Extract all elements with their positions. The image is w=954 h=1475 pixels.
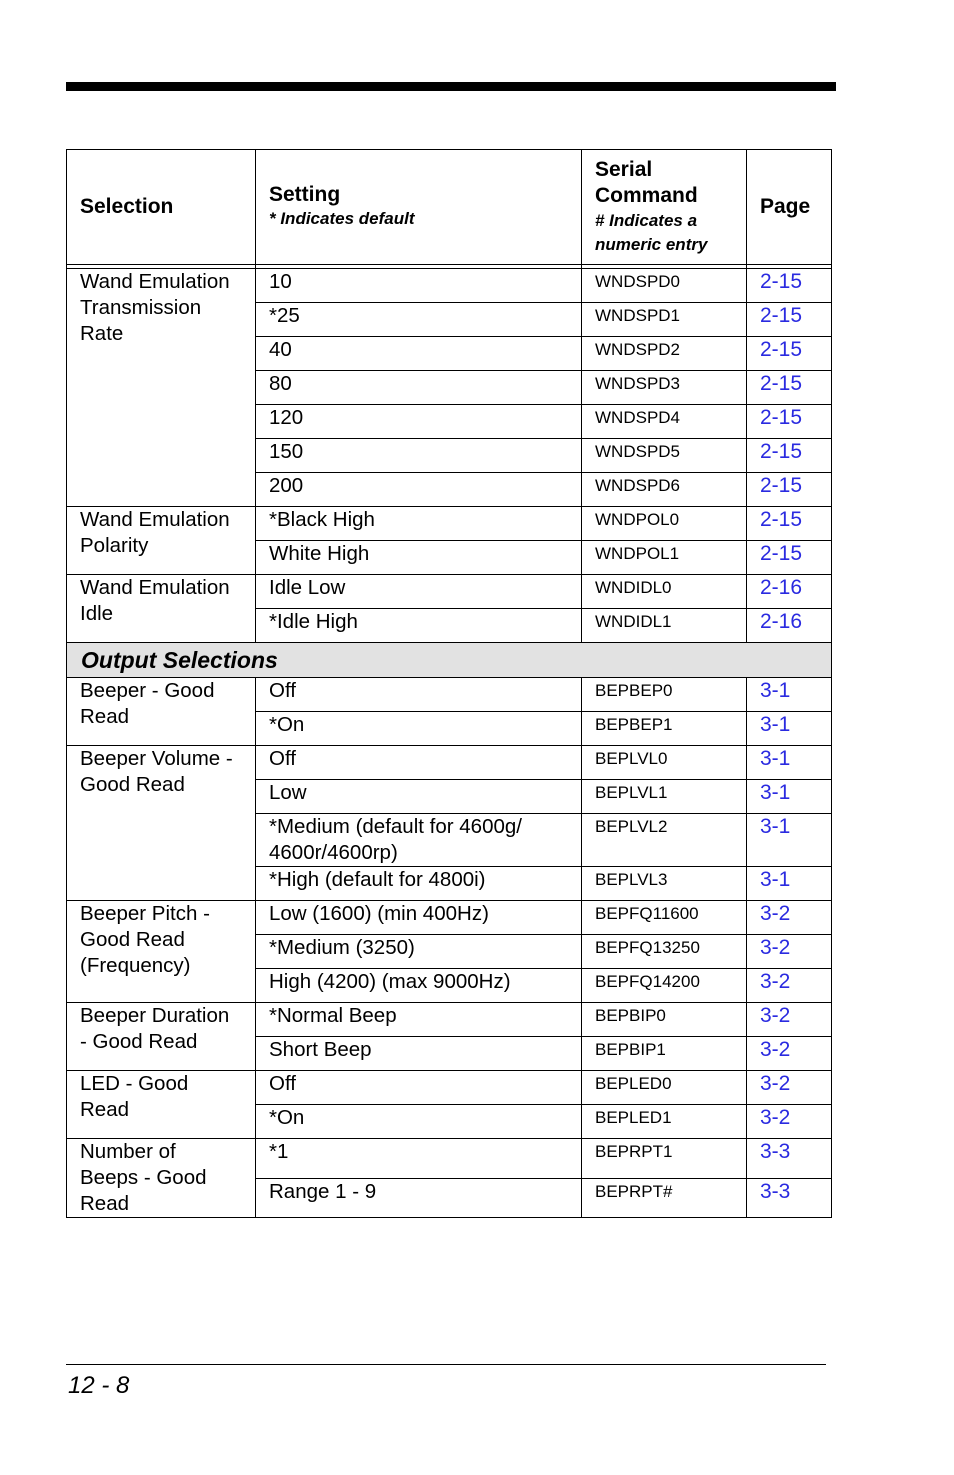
setting-cell: *High (default for 4800i) <box>256 867 582 901</box>
section-row <box>67 643 832 678</box>
serial-command-cell: BEPBEP1 <box>582 712 747 746</box>
setting-cell: Low (1600) (min 400Hz) <box>256 901 582 935</box>
selection-line: Idle <box>80 602 114 625</box>
setting-cell: Range 1 - 9 <box>256 1178 582 1218</box>
selection-line: Wand Emulation <box>80 508 230 531</box>
selection-line: Good Read <box>80 928 185 951</box>
setting-cell: 10 <box>256 269 582 303</box>
selection-line: Beeper Volume - <box>80 747 233 770</box>
selection-line: Rate <box>80 322 124 345</box>
selection-line: Read <box>80 1192 130 1215</box>
serial-command-cell: WNDIDL1 <box>582 609 747 643</box>
table-row <box>67 1071 832 1105</box>
top-rule <box>66 82 836 91</box>
selection-cell <box>67 1003 256 1071</box>
section-title: Output Selections <box>67 643 832 678</box>
selection-line: - Good Read <box>80 1030 198 1053</box>
serial-command-cell: BEPBIP1 <box>582 1037 747 1071</box>
page-link[interactable]: 3-2 <box>747 1003 832 1037</box>
selection-cell <box>67 1139 256 1218</box>
selection-line: Wand Emulation <box>80 270 230 293</box>
header-selection: Selection <box>67 150 256 265</box>
setting-cell: *Black High <box>256 507 582 541</box>
serial-command-cell: BEPLVL2 <box>582 814 747 867</box>
header-setting-note: * Indicates default <box>269 209 415 228</box>
page-link[interactable]: 3-3 <box>747 1139 832 1179</box>
page-link[interactable]: 3-2 <box>747 1071 832 1105</box>
selection-cell <box>67 1071 256 1139</box>
selection-line: Transmission <box>80 296 202 319</box>
table-row <box>67 746 832 780</box>
serial-command-cell: WNDPOL1 <box>582 541 747 575</box>
selection-line: Wand Emulation <box>80 576 230 599</box>
page-link[interactable]: 3-2 <box>747 1105 832 1139</box>
table-row <box>67 901 832 935</box>
selection-cell <box>67 746 256 901</box>
table-row <box>67 575 832 609</box>
selection-cell <box>67 575 256 643</box>
header-serial-note: # Indicates a numeric entry <box>595 211 708 254</box>
selection-line: Read <box>80 705 130 728</box>
page-link[interactable]: 3-2 <box>747 901 832 935</box>
serial-command-cell: BEPLED0 <box>582 1071 747 1105</box>
table-row <box>67 1003 832 1037</box>
serial-command-cell: BEPBIP0 <box>582 1003 747 1037</box>
setting-cell: *Medium (default for 4600g/ 4600r/4600rp) <box>256 814 582 867</box>
page-link[interactable]: 2-16 <box>747 609 832 643</box>
serial-command-cell: WNDSPD3 <box>582 371 747 405</box>
setting-cell: *Medium (3250) <box>256 935 582 969</box>
selection-line: Beeper Pitch - <box>80 902 210 925</box>
setting-cell: 120 <box>256 405 582 439</box>
setting-cell: Short Beep <box>256 1037 582 1071</box>
setting-cell: High (4200) (max 9000Hz) <box>256 969 582 1003</box>
selection-cell <box>67 678 256 746</box>
footer-rule <box>66 1364 826 1365</box>
setting-cell: Off <box>256 1071 582 1105</box>
setting-cell: 150 <box>256 439 582 473</box>
page-number: 12 - 8 <box>68 1372 130 1399</box>
serial-command-cell: WNDSPD6 <box>582 473 747 507</box>
serial-command-cell: BEPBEP0 <box>582 678 747 712</box>
selection-cell <box>67 507 256 575</box>
page-link[interactable]: 2-15 <box>747 473 832 507</box>
setting-cell: *Idle High <box>256 609 582 643</box>
page-link[interactable]: 3-1 <box>747 746 832 780</box>
serial-command-cell: WNDSPD2 <box>582 337 747 371</box>
page-link[interactable]: 2-15 <box>747 439 832 473</box>
setting-cell: *On <box>256 1105 582 1139</box>
setting-cell: Off <box>256 746 582 780</box>
page-link[interactable]: 3-1 <box>747 712 832 746</box>
selection-line: (Frequency) <box>80 954 191 977</box>
page-link[interactable]: 2-15 <box>747 371 832 405</box>
setting-cell: *25 <box>256 303 582 337</box>
serial-command-cell: WNDPOL0 <box>582 507 747 541</box>
header-page: Page <box>747 150 832 265</box>
header-row <box>67 150 832 265</box>
page-link[interactable]: 2-16 <box>747 575 832 609</box>
serial-command-cell: BEPFQ14200 <box>582 969 747 1003</box>
selection-line: LED - Good <box>80 1072 189 1095</box>
selection-line: Beeps - Good <box>80 1166 207 1189</box>
serial-command-cell: BEPLED1 <box>582 1105 747 1139</box>
page-link[interactable]: 2-15 <box>747 541 832 575</box>
setting-cell: White High <box>256 541 582 575</box>
header-setting: Setting * Indicates default <box>256 150 582 265</box>
serial-command-cell: WNDSPD5 <box>582 439 747 473</box>
page-link[interactable]: 3-1 <box>747 814 832 867</box>
serial-command-cell: BEPRPT1 <box>582 1139 747 1179</box>
serial-command-cell: BEPRPT# <box>582 1178 747 1218</box>
setting-cell: Low <box>256 780 582 814</box>
setting-cell: 40 <box>256 337 582 371</box>
setting-cell: 80 <box>256 371 582 405</box>
setting-cell: *1 <box>256 1139 582 1179</box>
selection-line: Good Read <box>80 773 185 796</box>
setting-cell: *On <box>256 712 582 746</box>
table-row <box>67 678 832 712</box>
settings-table <box>66 149 832 1218</box>
serial-command-cell: WNDIDL0 <box>582 575 747 609</box>
serial-command-cell: WNDSPD4 <box>582 405 747 439</box>
serial-command-cell: WNDSPD0 <box>582 269 747 303</box>
setting-cell: 200 <box>256 473 582 507</box>
serial-command-cell: BEPLVL3 <box>582 867 747 901</box>
selection-line: Read <box>80 1098 130 1121</box>
table-row <box>67 507 832 541</box>
page-link[interactable]: 2-15 <box>747 303 832 337</box>
page-link[interactable]: 2-15 <box>747 507 832 541</box>
selection-cell <box>67 901 256 1003</box>
setting-cell: Off <box>256 678 582 712</box>
serial-command-cell: BEPFQ11600 <box>582 901 747 935</box>
setting-cell: *Normal Beep <box>256 1003 582 1037</box>
selection-cell <box>67 269 256 507</box>
header-serial-command: Serial Command # Indicates a numeric entry <box>582 150 747 265</box>
page-link[interactable]: 3-2 <box>747 935 832 969</box>
setting-cell: Idle Low <box>256 575 582 609</box>
selection-line: Number of <box>80 1140 176 1163</box>
page-link[interactable]: 2-15 <box>747 405 832 439</box>
table-row <box>67 1139 832 1179</box>
serial-command-cell: BEPFQ13250 <box>582 935 747 969</box>
page-link[interactable]: 3-2 <box>747 1037 832 1071</box>
page-link[interactable]: 3-1 <box>747 867 832 901</box>
selection-line: Beeper - Good <box>80 679 215 702</box>
page-link[interactable]: 3-2 <box>747 969 832 1003</box>
page-link[interactable]: 3-3 <box>747 1178 832 1218</box>
selection-line: Beeper Duration <box>80 1004 230 1027</box>
serial-command-cell: WNDSPD1 <box>582 303 747 337</box>
table-row <box>67 269 832 303</box>
page-link[interactable]: 3-1 <box>747 780 832 814</box>
page-link[interactable]: 3-1 <box>747 678 832 712</box>
serial-command-cell: BEPLVL1 <box>582 780 747 814</box>
selection-line: Polarity <box>80 534 149 557</box>
page-link[interactable]: 2-15 <box>747 337 832 371</box>
page-link[interactable]: 2-15 <box>747 269 832 303</box>
serial-command-cell: BEPLVL0 <box>582 746 747 780</box>
